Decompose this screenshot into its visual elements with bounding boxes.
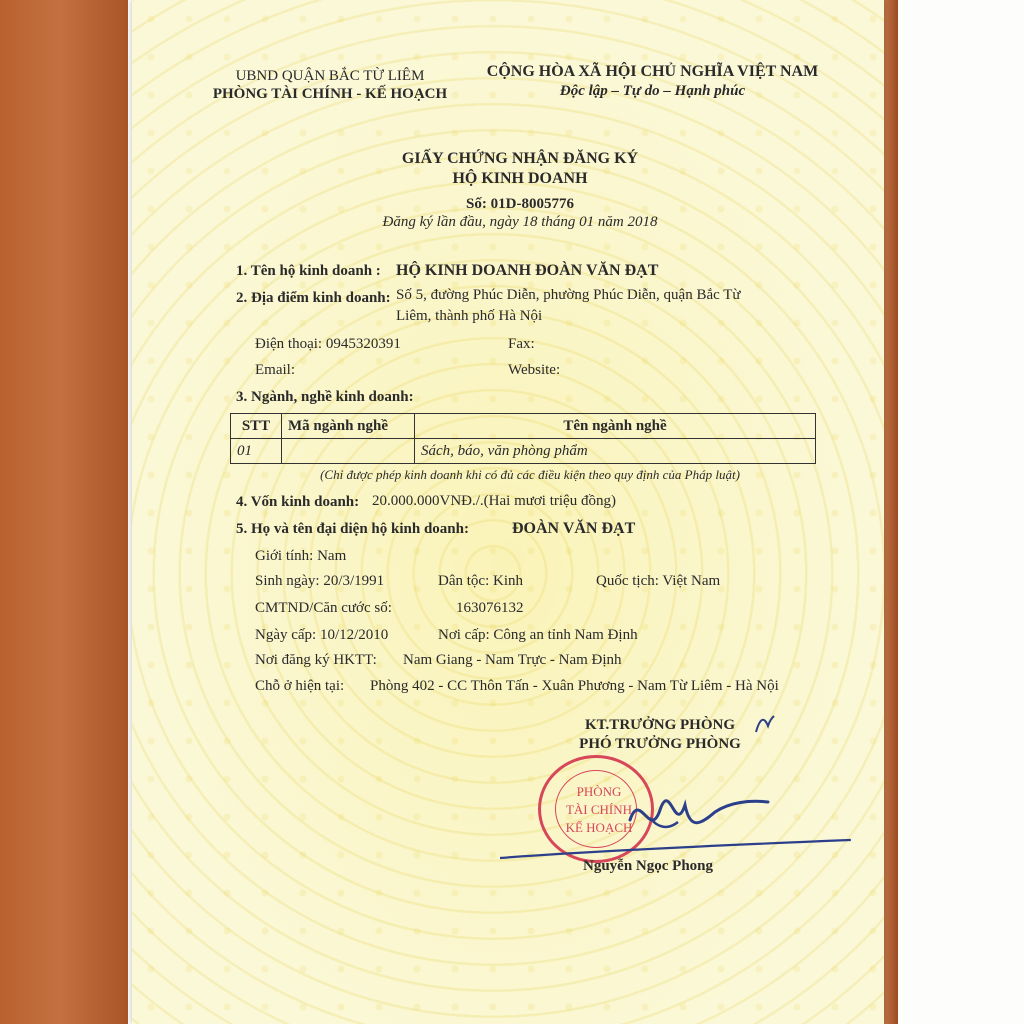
representative-label: 5. Họ và tên đại diện hộ kinh doanh: [236,521,469,537]
capital-value: 20.000.000VNĐ./.(Hai mươi triệu đồng) [372,493,616,509]
business-lines-table [230,413,816,464]
row-code [282,439,415,464]
business-name-label: 1. Tên hộ kinh doanh : [236,263,381,279]
fax-field: Fax: [508,336,535,352]
signer-name: Nguyễn Ngọc Phong [583,858,714,874]
residence-value: Phòng 402 - CC Thôn Tấn - Xuân Phương - Nam Từ Liêm - Hà Nội [370,678,779,694]
residence-label: Chỗ ở hiện tại: [255,678,345,694]
stamp-text-line1: PHÒNG [576,784,622,799]
gender-field: Giới tính: Nam [255,548,347,564]
issue-place-field: Nơi cấp: Công an tỉnh Nam Định [438,627,638,643]
email-field: Email: [255,362,295,378]
stamp-text-line2: TÀI CHÍNH [565,802,633,817]
signer-title-line1: KT.TRƯỞNG PHÒNG [585,717,735,733]
legal-note: (Chỉ được phép kinh doanh khi có đủ các điều kiện theo quy định của Pháp luật) [320,467,740,482]
ethnicity-field: Dân tộc: Kinh [438,573,523,589]
certificate-number: Số: 01D-8005776 [466,196,574,212]
issuer-line2: PHÒNG TÀI CHÍNH - KẾ HOẠCH [212,86,448,102]
id-value: 163076132 [456,600,524,616]
column-header-code: Mã ngành nghề [282,414,415,439]
national-title: CỘNG HÒA XÃ HỘI CHỦ NGHĨA VIỆT NAM [486,63,819,80]
nationality-field: Quốc tịch: Việt Nam [596,573,721,589]
row-name: Sách, báo, văn phòng phẩm [415,439,816,464]
table-row [231,439,816,464]
certificate-title-line2: HỘ KINH DOANH [452,170,588,187]
website-field: Website: [508,362,561,378]
capital-label: 4. Vốn kinh doanh: [236,494,360,510]
table-header-row [231,414,816,439]
issue-date-field: Ngày cấp: 10/12/2010 [255,627,389,643]
hktt-value: Nam Giang - Nam Trực - Nam Định [403,652,622,668]
signer-title-line2: PHÓ TRƯỞNG PHÒNG [579,736,741,752]
dob-field: Sinh ngày: 20/3/1991 [255,573,385,589]
national-motto: Độc lập – Tự do – Hạnh phúc [559,83,746,99]
initials-mark [752,712,776,736]
first-registration-date: Đăng ký lần đầu, ngày 18 tháng 01 năm 2018 [382,214,658,230]
certificate-title-line1: GIẤY CHỨNG NHẬN ĐĂNG KÝ [401,150,639,167]
phone-field: Điện thoại: 0945320391 [255,336,401,352]
representative-name: ĐOÀN VĂN ĐẠT [512,520,636,537]
column-header-name: Tên ngành nghề [415,414,816,439]
stamp-text-line3: KẾ HOẠCH [565,820,633,835]
issuer-line1: UBND QUẬN BẮC TỪ LIÊM [235,68,425,84]
business-lines-label: 3. Ngành, nghề kinh doanh: [236,389,414,405]
column-header-stt: STT [231,414,282,439]
id-label: CMTND/Căn cước số: [255,600,392,616]
business-name-value: HỘ KINH DOANH ĐOÀN VĂN ĐẠT [396,262,659,279]
business-address-line1: Số 5, đường Phúc Diễn, phường Phúc Diễn, quận Bắc Từ [396,287,741,303]
business-address-line2: Liêm, thành phố Hà Nội [396,308,543,324]
hktt-label: Nơi đăng ký HKTT: [255,652,377,668]
business-address-label: 2. Địa điểm kinh doanh: [236,290,391,306]
row-stt: 01 [231,439,282,464]
